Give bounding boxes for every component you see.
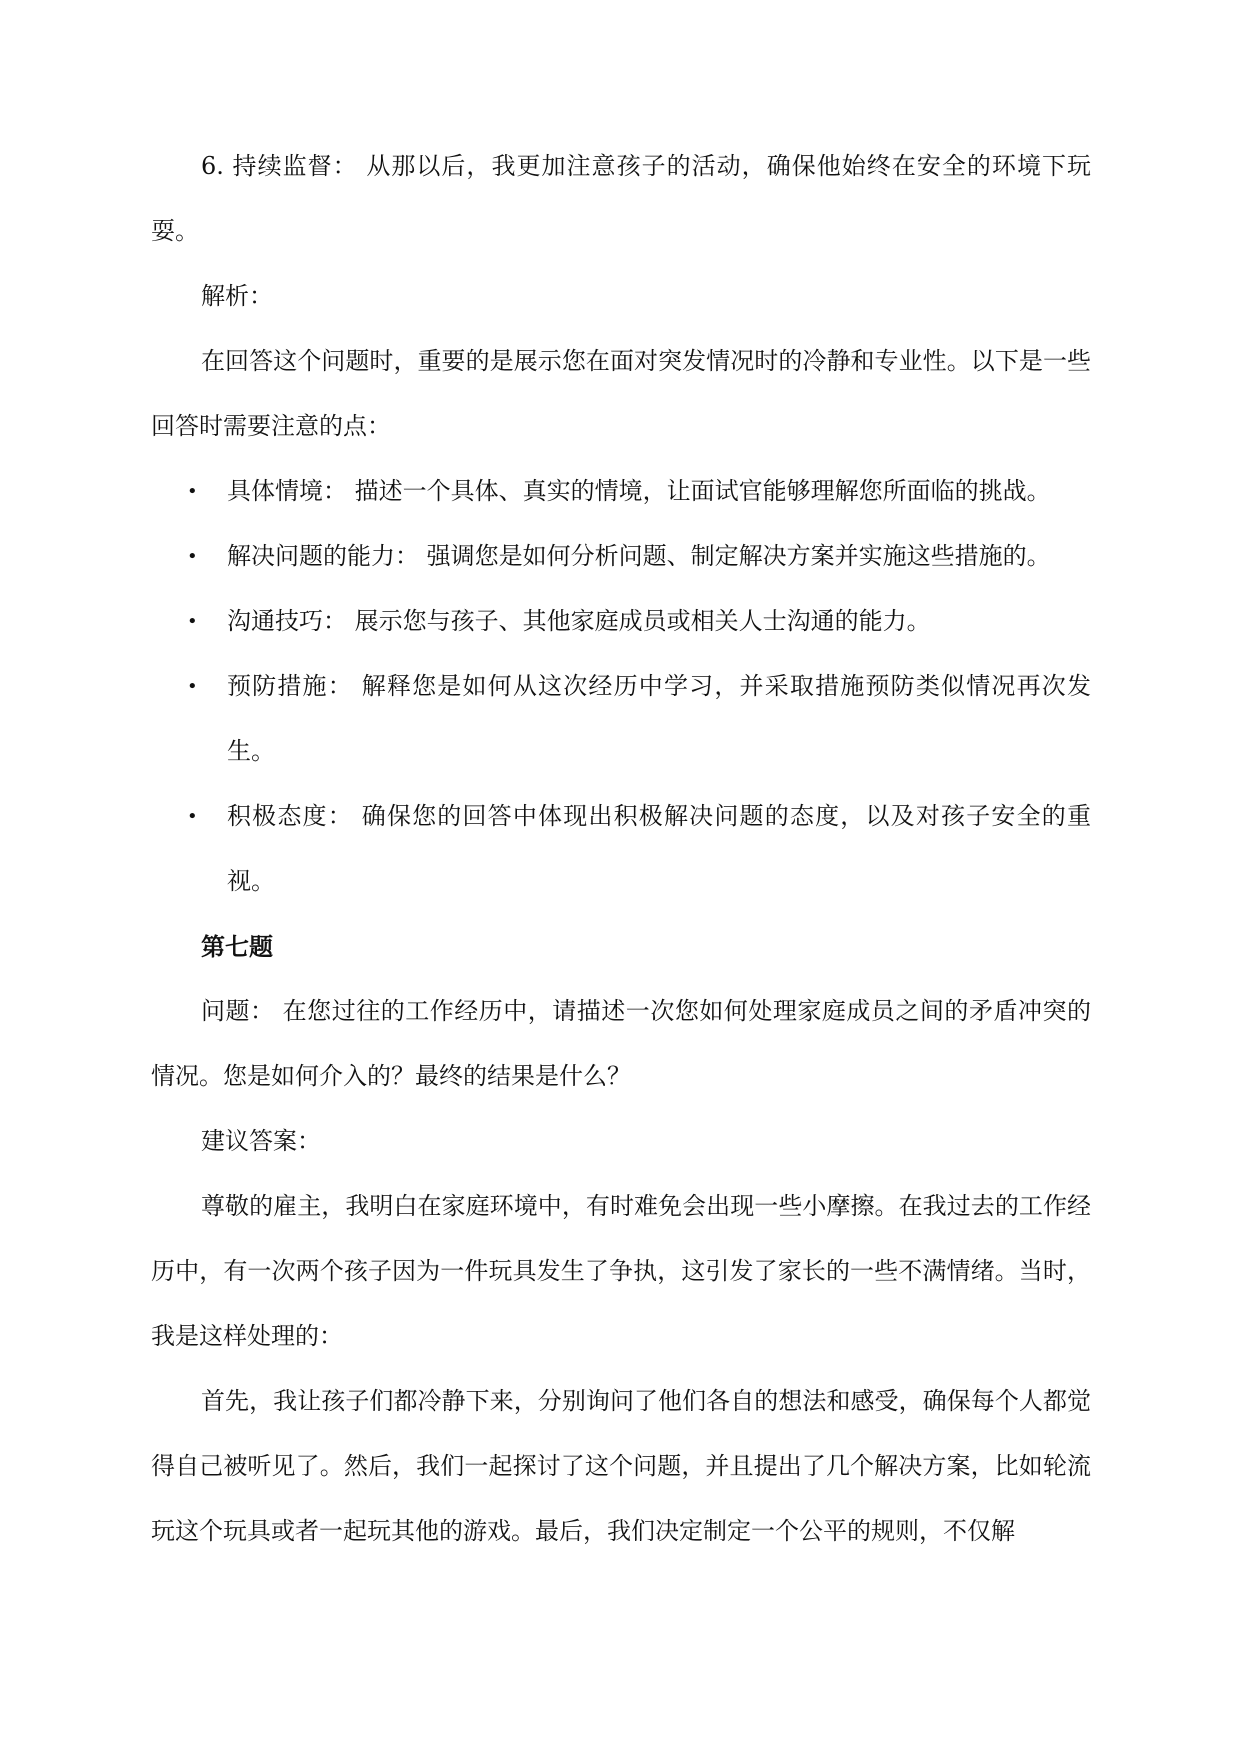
paragraph-analysis-intro: 在回答这个问题时，重要的是展示您在面对突发情况时的冷静和专业性。以下是一些回答时需要注意的点： (151, 347, 1091, 440)
tips-list (151, 459, 1091, 914)
paragraph-answer-intro: 尊敬的雇主，我明白在家庭环境中，有时难免会出现一些小摩擦。在我过去的工作经历中，有一次两个孩子因为一件玩具发生了争执，这引发了家长的一些不满情绪。当时，我是这样处理的： (151, 1192, 1091, 1350)
list-item (151, 654, 1091, 784)
list-item (151, 524, 1091, 589)
bullet-icon: • (187, 611, 198, 632)
paragraph-answer-steps: 首先，我让孩子们都冷静下来，分别询问了他们各自的想法和感受，确保每个人都觉得自己被听见了。然后，我们一起探讨了这个问题，并且提出了几个解决方案，比如轮流玩这个玩具或者一起玩其他的游戏。最后，我们决定制定一个公平的规则，不仅解 (151, 1387, 1091, 1545)
bullet-icon: • (187, 676, 198, 697)
list-item (151, 589, 1091, 654)
list-item-text: 解决问题的能力： 强调您是如何分析问题、制定解决方案并实施这些措施的。 (227, 542, 1051, 570)
section-heading: 第七题 (201, 932, 273, 961)
paragraph-question: 问题： 在您过往的工作经历中，请描述一次您如何处理家庭成员之间的矛盾冲突的情况。您是如何介入的？最终的结果是什么？ (151, 997, 1091, 1090)
bullet-icon: • (187, 806, 198, 827)
bullet-icon: • (187, 546, 198, 567)
document-page (151, 134, 1091, 1564)
list-item (151, 459, 1091, 524)
list-item-text: 沟通技巧： 展示您与孩子、其他家庭成员或相关人士沟通的能力。 (227, 607, 931, 635)
list-item-text: 积极态度： 确保您的回答中体现出积极解决问题的态度，以及对孩子安全的重视。 (227, 802, 1091, 895)
paragraph-analysis-label: 解析： (201, 282, 273, 310)
list-item-text: 具体情境： 描述一个具体、真实的情境，让面试官能够理解您所面临的挑战。 (227, 477, 1051, 505)
bullet-icon: • (187, 481, 198, 502)
list-item-text: 预防措施： 解释您是如何从这次经历中学习，并采取措施预防类似情况再次发生。 (227, 672, 1091, 765)
list-item (151, 784, 1091, 914)
paragraph-continuous-supervision: 6. 持续监督： 从那以后，我更加注意孩子的活动，确保他始终在安全的环境下玩耍。 (151, 152, 1091, 245)
paragraph-suggested-answer-label: 建议答案： (201, 1127, 321, 1155)
